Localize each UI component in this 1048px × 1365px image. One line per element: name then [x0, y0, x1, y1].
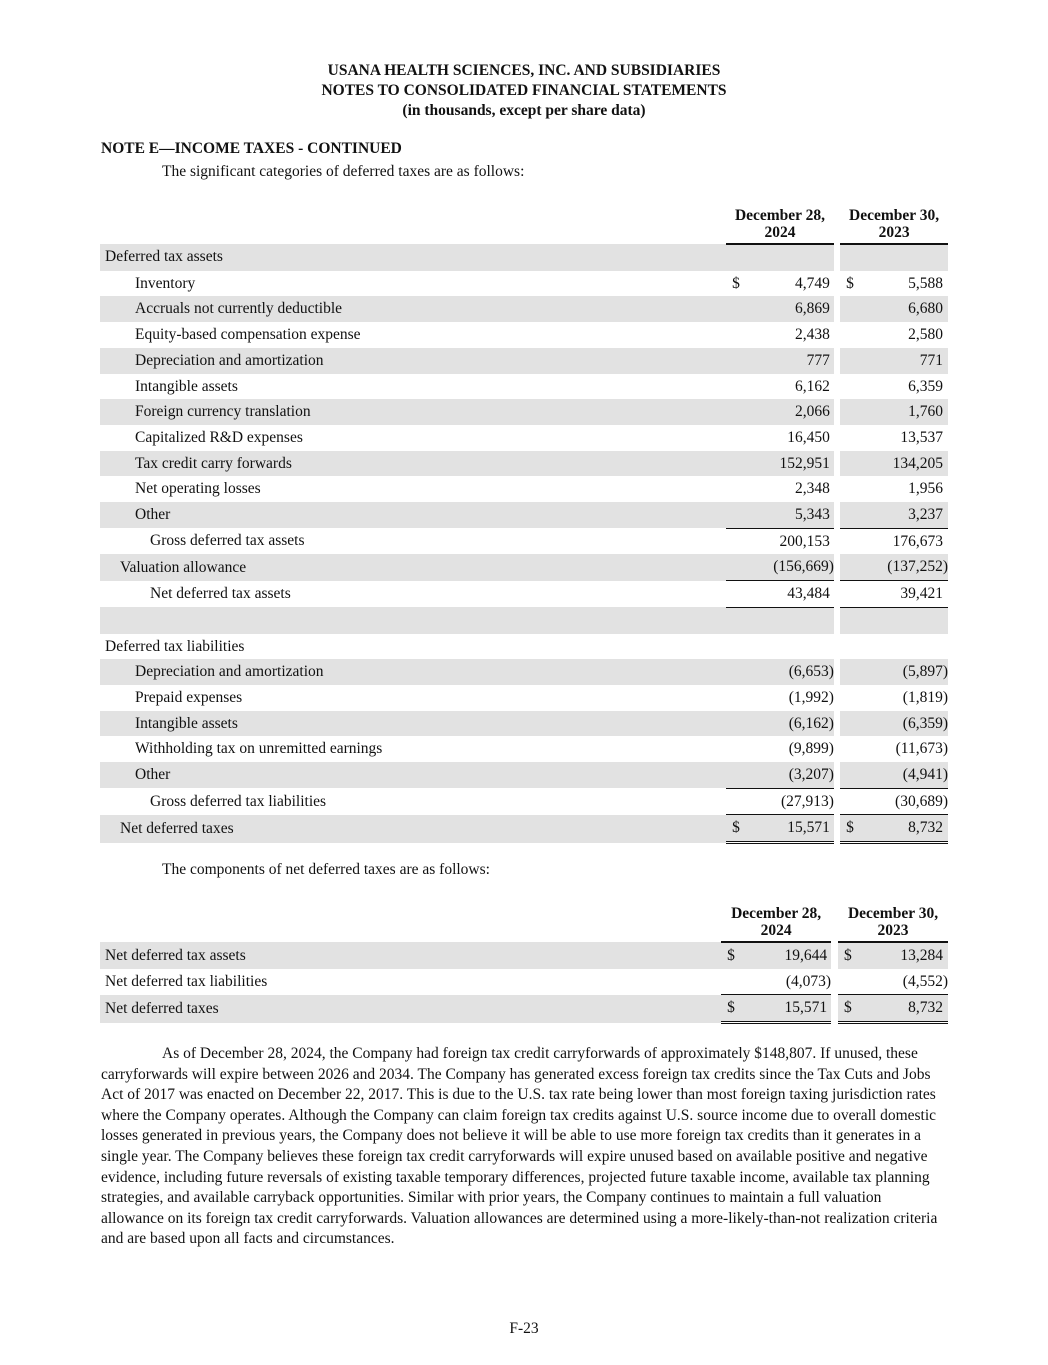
table-row: Valuation allowance (156,669) (137,252): [100, 554, 948, 580]
table-row: Depreciation and amortization (6,653) (5,897): [100, 659, 948, 685]
table-row: Other 5,343 3,237: [100, 502, 948, 528]
section-header-assets: Deferred tax assets: [100, 244, 948, 271]
note-title: NOTE E—INCOME TAXES - CONTINUED: [101, 140, 402, 157]
column-header-2023: December 30, 2023: [838, 905, 948, 942]
subtotal-row: Gross deferred tax assets 200,153 176,673: [100, 528, 948, 554]
table-row: Inventory $ 4,749 $ 5,588: [100, 271, 948, 297]
intro-text-components: The components of net deferred taxes are as follows:: [162, 861, 490, 878]
total-row: Net deferred taxes $ 15,571 $ 8,732: [100, 995, 948, 1023]
column-header-2023: December 30, 2023: [840, 207, 948, 244]
subtotal-row: Gross deferred tax liabilities (27,913) (30,689): [100, 788, 948, 815]
column-header-2024: December 28, 2024: [726, 207, 834, 244]
table-row: Net deferred tax liabilities (4,073) (4,552): [100, 969, 948, 995]
page-number: F-23: [509, 1320, 539, 1337]
column-header-row: [100, 207, 948, 244]
column-header-2024: December 28, 2024: [721, 905, 831, 942]
deferred-taxes-table: [100, 207, 948, 844]
table-row: Net operating losses 2,348 1,956: [100, 476, 948, 502]
table-row: Foreign currency translation 2,066 1,760: [100, 399, 948, 425]
spacer-row: [100, 607, 948, 633]
table-row: Equity-based compensation expense 2,438 2,580: [100, 322, 948, 348]
units-note: (in thousands, except per share data): [402, 102, 646, 119]
company-name: USANA HEALTH SCIENCES, INC. AND SUBSIDIARIES: [327, 62, 721, 79]
column-header-row: [100, 905, 948, 942]
table-row: Depreciation and amortization 777 771: [100, 348, 948, 374]
table-row: Capitalized R&D expenses 16,450 13,537: [100, 425, 948, 451]
foreign-tax-credit-paragraph: As of December 28, 2024, the Company had foreign tax credit carryforwards of approximately $148,807. If unused, these carryforwards will expire between 2026 and 2034. The Company has generated excess foreign tax credits since the Tax Cuts and Jobs Act of 2017 was enacted on December 22, 2017. This is due to the U.S. tax rate being lower than most foreign taxing jurisdiction rates where the Company operates. Although the Company can claim foreign tax credits against U.S. source income due to overall domestic losses generated in previous years, the Company does not believe it will be able to use more foreign tax credits than it generates in a single year. The Company believes these foreign tax credit carryforwards will expire unused based on available positive and negative evidence, including future reversals of existing taxable temporary differences, projected future taxable income, available tax planning strategies, and available carryback opportunities. Similar with prior years, the Company continues to maintain a full valuation allowance on its foreign tax credit carryforwards. Valuation allowances are determined using a more-likely-than-not realization criteria and are based upon all facts and circumstances.: [101, 1045, 938, 1248]
total-row: Net deferred taxes $ 15,571 $ 8,732: [100, 815, 948, 843]
intro-text-deferred: The significant categories of deferred taxes are as follows:: [162, 163, 525, 180]
table-row: Withholding tax on unremitted earnings (9,899) (11,673): [100, 736, 948, 762]
net-deferred-taxes-table: [100, 905, 948, 1024]
subtotal-row: Net deferred tax assets 43,484 39,421: [100, 581, 948, 608]
statement-title: NOTES TO CONSOLIDATED FINANCIAL STATEMENTS: [321, 82, 727, 99]
table-row: Intangible assets (6,162) (6,359): [100, 711, 948, 737]
table-row: Tax credit carry forwards 152,951 134,205: [100, 451, 948, 477]
section-header-liabilities: Deferred tax liabilities: [100, 634, 948, 660]
table-row: Accruals not currently deductible 6,869 6,680: [100, 296, 948, 322]
table-row: Intangible assets 6,162 6,359: [100, 374, 948, 400]
table-row: Other (3,207) (4,941): [100, 762, 948, 788]
table-row: Net deferred tax assets $ 19,644 $ 13,284: [100, 942, 948, 969]
table-row: Prepaid expenses (1,992) (1,819): [100, 685, 948, 711]
